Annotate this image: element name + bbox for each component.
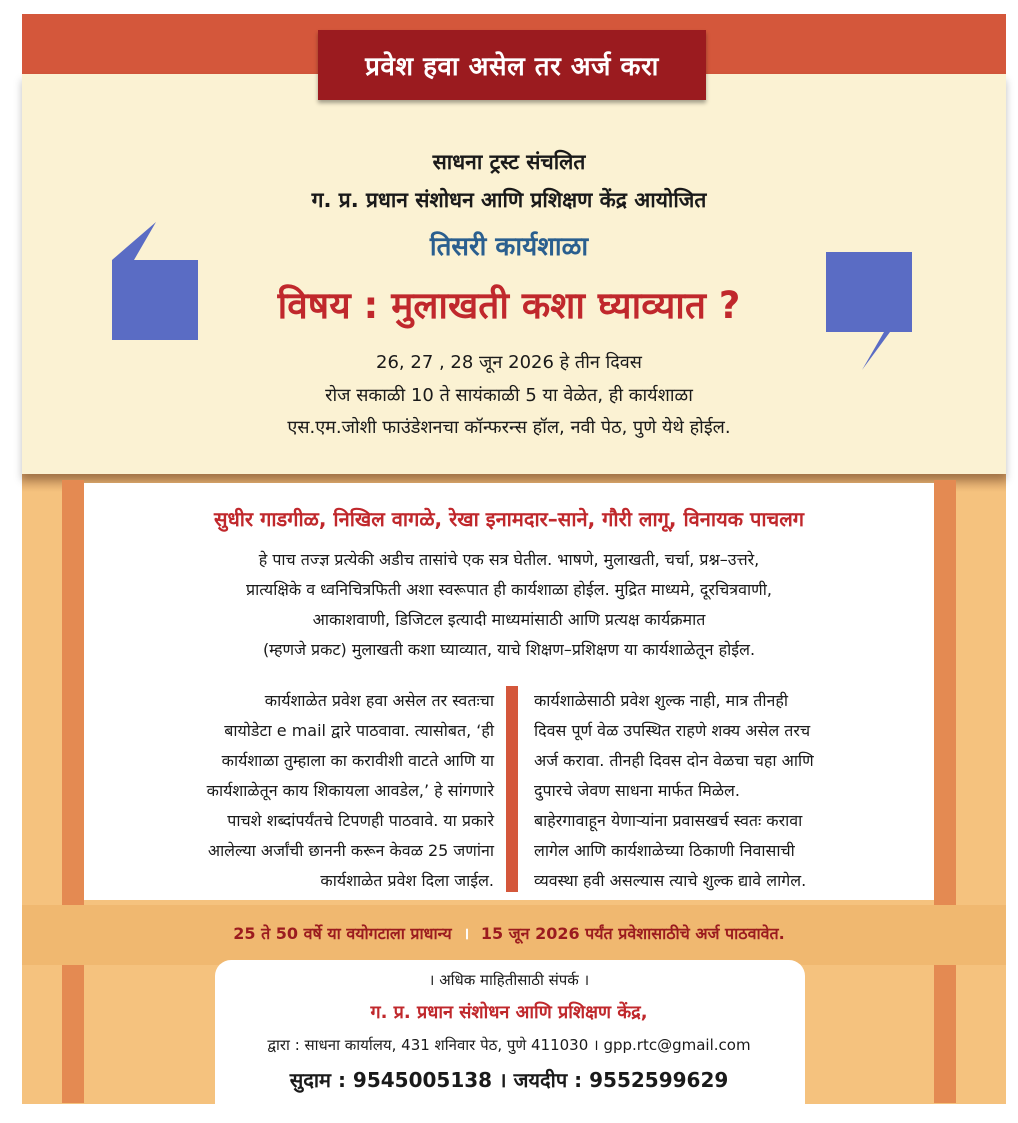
contact-org: ग. प्र. प्रधान संशोधन आणि प्रशिक्षण केंद्र,	[370, 1002, 648, 1023]
speakers-line: सुधीर गाडगीळ, निखिल वागळे, रेखा इनामदार–साने, गौरी लागू, विनायक पाचलग	[213, 507, 805, 531]
right-line: दुपारचे जेवण साधना मार्फत मिळेल.	[534, 781, 740, 800]
left-line: बायोडेटा e mail द्वारे पाठवावा. त्यासोबत, ‘ही	[224, 721, 494, 740]
left-line: कार्यशाळा तुम्हाला का करावीशी वाटते आणि या	[221, 751, 494, 770]
intro-line: (म्हणजे प्रकट) मुलाखती कशा घ्याव्यात, याचे शिक्षण–प्रशिक्षण या कार्यशाळेतून होईल.	[262, 640, 756, 659]
left-line: पाचशे शब्दांपर्यंतचे टिपणही पाठवावे. या प्रकारे	[227, 811, 494, 830]
right-line: कार्यशाळेसाठी प्रवेश शुल्क नाही, मात्र तीनही	[534, 691, 789, 710]
header-line1: साधना ट्रस्ट संचलित	[432, 150, 586, 174]
left-line: कार्यशाळेतून काय शिकायला आवडेल,’ हे सांगणारे	[206, 781, 494, 800]
left-column-text	[110, 686, 494, 896]
workshop-title: तिसरी कार्यशाळा	[429, 232, 589, 262]
right-column-text	[534, 686, 914, 896]
deadline: 15 जून 2026 पर्यंत प्रवेशासाठीचे अर्ज पाठवावेत.	[480, 924, 785, 943]
intro-line: प्रात्यक्षिके व ध्वनिचित्रफिती अशा स्वरूपात ही कार्यशाळा होईल. मुद्रित माध्यमे, दूरचित्रवाणी,	[246, 580, 772, 599]
header-line2: ग. प्र. प्रधान संशोधन आणि प्रशिक्षण केंद्र आयोजित	[311, 188, 707, 212]
detail-venue: एस.एम.जोशी फाउंडेशनचा कॉन्फरन्स हॉल, नवी पेठ, पुणे येथे होईल.	[287, 417, 731, 438]
right-line: दिवस पूर्ण वेळ उपस्थित राहणे शक्य असेल तरच	[534, 721, 811, 740]
column-divider	[506, 686, 518, 892]
intro-paragraph	[0, 545, 1018, 665]
right-line: बाहेरगावाहून येणाऱ्यांना प्रवासखर्च स्वतः करावा	[534, 811, 803, 830]
left-line: आलेल्या अर्जांची छाननी करून केवळ 25 जणांना	[207, 841, 494, 860]
contact-phones: सुदाम : 9545005138 । जयदीप : 9552599629	[289, 1068, 729, 1092]
contact-title: । अधिक माहितीसाठी संपर्क ।	[428, 971, 590, 989]
right-line: लागेल आणि कार्यशाळेच्या ठिकाणी निवासाची	[534, 841, 795, 860]
right-line: अर्ज करावा. तीनही दिवस दोन वेळचा चहा आणि	[534, 751, 814, 770]
intro-line: आकाशवाणी, डिजिटल इत्यादी माध्यमांसाठी आणि प्रत्यक्ष कार्यक्रमात	[312, 610, 706, 629]
ribbon-text: प्रवेश हवा असेल तर अर्ज करा	[365, 52, 659, 82]
right-line: व्यवस्था हवी असल्यास त्याचे शुल्क द्यावे लागेल.	[534, 871, 807, 890]
left-line: कार्यशाळेत प्रवेश दिला जाईल.	[320, 871, 494, 890]
band-separator: ।	[463, 924, 470, 943]
intro-line: हे पाच तज्ज्ञ प्रत्येकी अडीच तासांचे एक सत्र घेतील. भाषणे, मुलाखती, चर्चा, प्रश्न–उत्तरे,	[258, 550, 760, 569]
topic-heading: विषय : मुलाखती कशा घ्याव्यात ?	[277, 284, 741, 327]
detail-time: रोज सकाळी 10 ते सायंकाळी 5 या वेळेत, ही कार्यशाळा	[325, 385, 693, 406]
eligibility-band	[0, 922, 1018, 944]
contact-address: द्वारा : साधना कार्यालय, 431 शनिवार पेठ, पुणे 411030 । gpp.rtc@gmail.com	[267, 1036, 751, 1054]
left-line: कार्यशाळेत प्रवेश हवा असेल तर स्वतःचा	[264, 691, 494, 710]
title-ribbon	[318, 30, 706, 100]
detail-dates: 26, 27 , 28 जून 2026 हे तीन दिवस	[376, 352, 642, 373]
age-priority: 25 ते 50 वर्षे या वयोगटाला प्राधान्य	[233, 924, 452, 943]
